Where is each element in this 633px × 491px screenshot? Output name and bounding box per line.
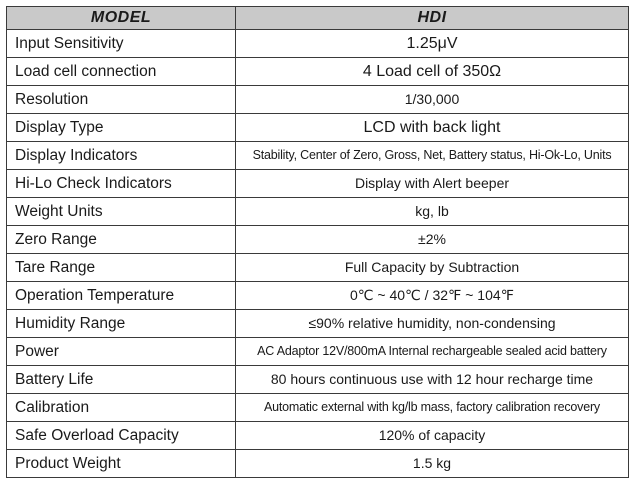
table-row [7, 254, 629, 282]
row-value-calibration: Automatic external with kg/lb mass, factory calibration recovery [236, 394, 629, 422]
table-row [7, 450, 629, 478]
row-value-input-sensitivity: 1.25μV [236, 30, 629, 58]
row-label-load-cell-connection: Load cell connection [7, 58, 236, 86]
row-value-hi-lo-check-indicators: Display with Alert beeper [236, 170, 629, 198]
model-header-label: MODEL [7, 7, 236, 30]
table-row [7, 394, 629, 422]
spec-table-header [7, 7, 629, 30]
spec-table [6, 6, 629, 478]
row-label-zero-range: Zero Range [7, 226, 236, 254]
model-header-value: HDI [236, 7, 629, 30]
row-value-zero-range: ±2% [236, 226, 629, 254]
spec-table-body [7, 30, 629, 478]
table-row [7, 170, 629, 198]
row-value-resolution: 1/30,000 [236, 86, 629, 114]
table-row [7, 142, 629, 170]
row-label-display-indicators: Display Indicators [7, 142, 236, 170]
row-label-calibration: Calibration [7, 394, 236, 422]
table-row [7, 366, 629, 394]
table-row [7, 58, 629, 86]
row-label-input-sensitivity: Input Sensitivity [7, 30, 236, 58]
row-label-resolution: Resolution [7, 86, 236, 114]
table-row [7, 226, 629, 254]
row-value-humidity-range: ≤90% relative humidity, non-condensing [236, 310, 629, 338]
row-value-weight-units: kg, lb [236, 198, 629, 226]
table-row [7, 338, 629, 366]
row-value-display-indicators: Stability, Center of Zero, Gross, Net, Battery status, Hi-Ok-Lo, Units [236, 142, 629, 170]
table-row [7, 282, 629, 310]
table-row [7, 310, 629, 338]
row-label-battery-life: Battery Life [7, 366, 236, 394]
row-label-display-type: Display Type [7, 114, 236, 142]
row-label-power: Power [7, 338, 236, 366]
row-value-power: AC Adaptor 12V/800mA Internal rechargeable sealed acid battery [236, 338, 629, 366]
table-row [7, 422, 629, 450]
row-value-load-cell-connection: 4 Load cell of 350Ω [236, 58, 629, 86]
row-label-operation-temperature: Operation Temperature [7, 282, 236, 310]
row-value-display-type: LCD with back light [236, 114, 629, 142]
row-value-safe-overload-capacity: 120% of capacity [236, 422, 629, 450]
row-label-safe-overload-capacity: Safe Overload Capacity [7, 422, 236, 450]
row-value-operation-temperature: 0℃ ~ 40℃ / 32℉ ~ 104℉ [236, 282, 629, 310]
row-label-tare-range: Tare Range [7, 254, 236, 282]
row-value-tare-range: Full Capacity by Subtraction [236, 254, 629, 282]
row-label-humidity-range: Humidity Range [7, 310, 236, 338]
row-label-weight-units: Weight Units [7, 198, 236, 226]
table-row [7, 114, 629, 142]
header-row [7, 7, 629, 30]
table-row [7, 86, 629, 114]
row-value-battery-life: 80 hours continuous use with 12 hour recharge time [236, 366, 629, 394]
table-row [7, 30, 629, 58]
row-label-hi-lo-check-indicators: Hi-Lo Check Indicators [7, 170, 236, 198]
table-row [7, 198, 629, 226]
row-value-product-weight: 1.5 kg [236, 450, 629, 478]
row-label-product-weight: Product Weight [7, 450, 236, 478]
